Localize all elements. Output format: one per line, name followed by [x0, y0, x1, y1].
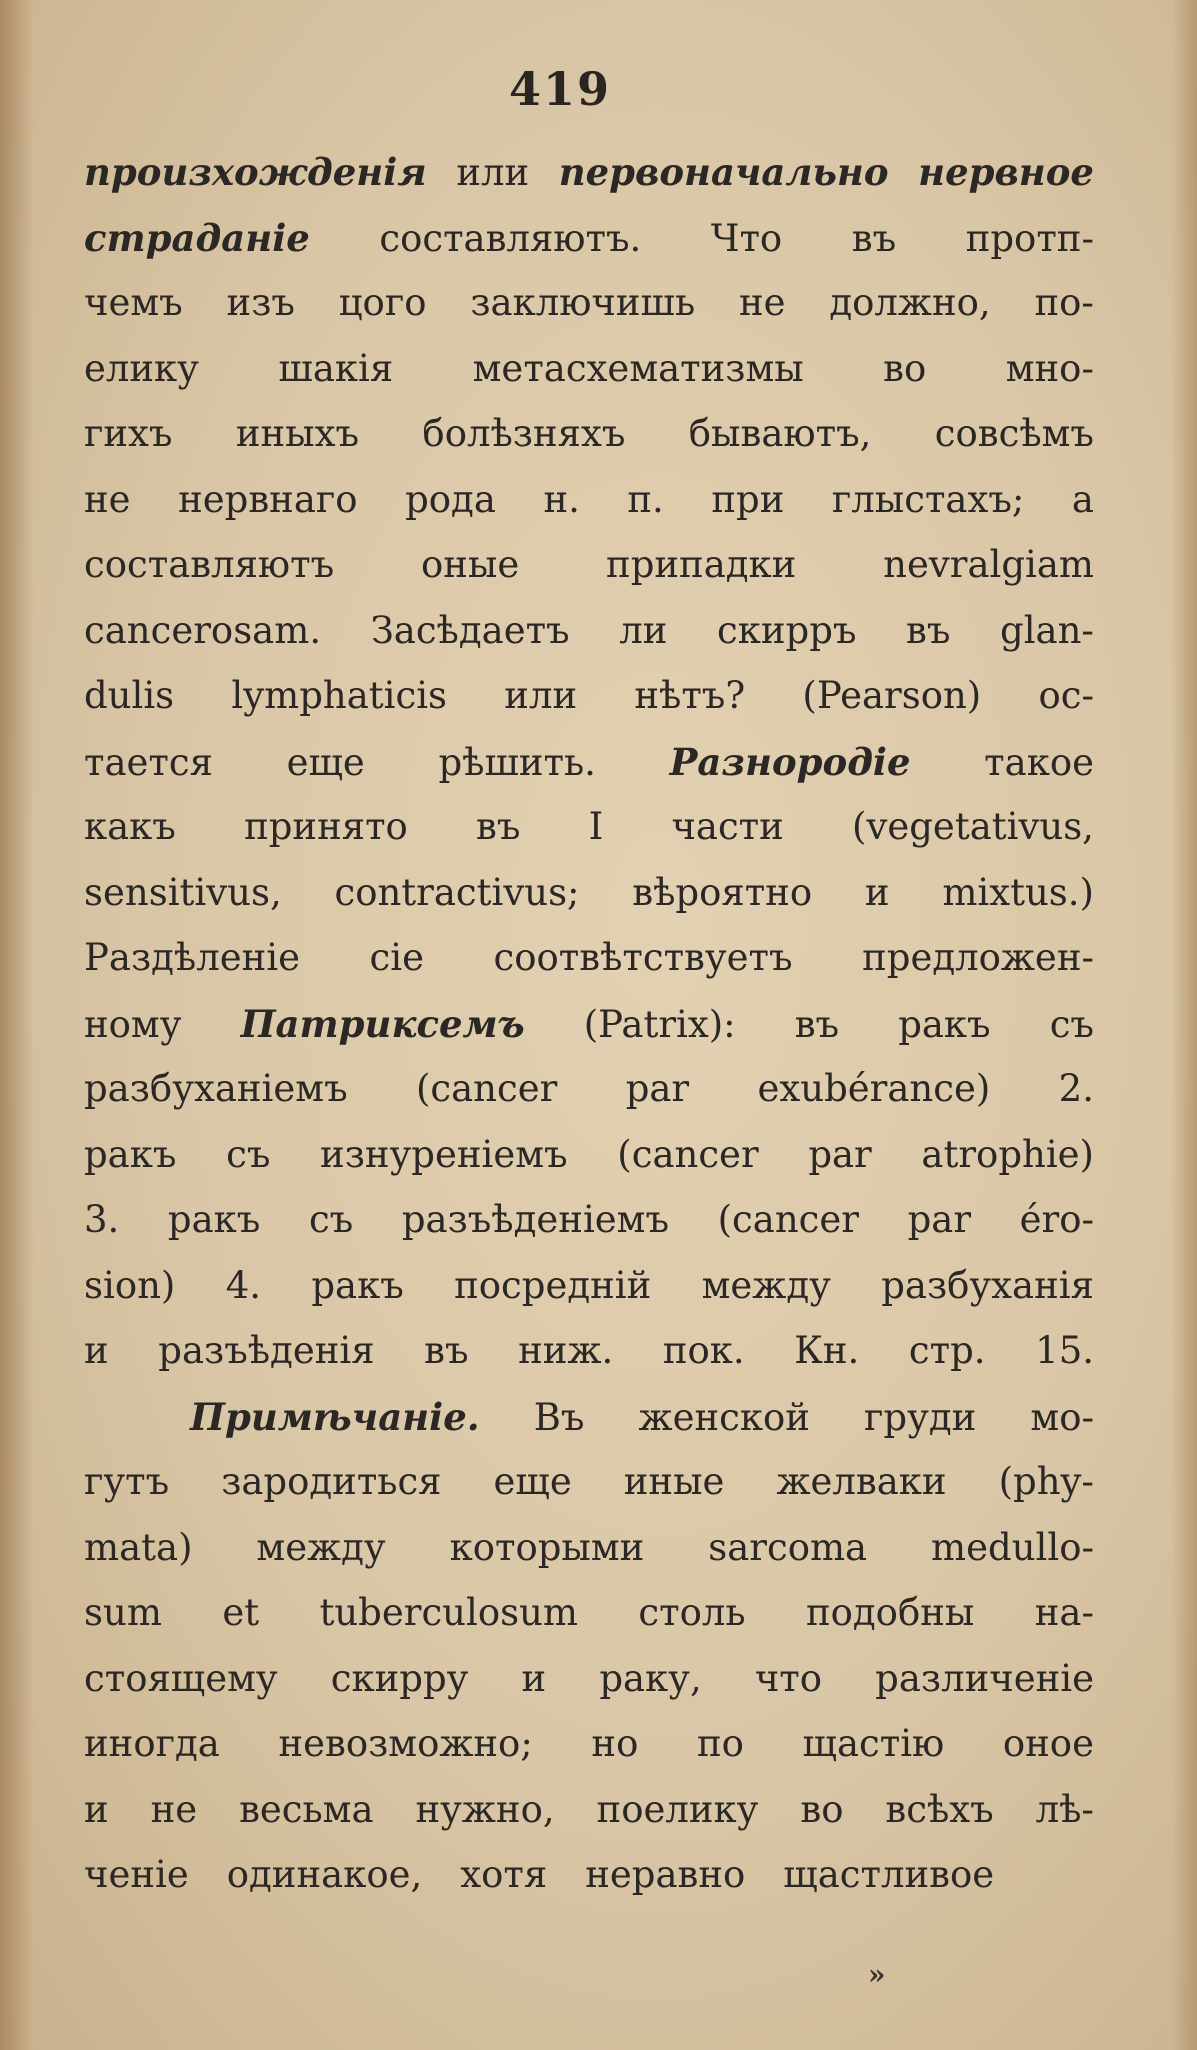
word: между: [701, 1263, 831, 1307]
word: нервное: [918, 150, 1094, 194]
word: (cancer: [717, 1198, 859, 1241]
word: мо-: [1030, 1395, 1094, 1439]
word: припадки: [606, 543, 797, 586]
text-line: [84, 1853, 1094, 1919]
word: или: [456, 151, 530, 194]
text-line: [84, 1198, 1094, 1264]
text-line: [84, 216, 1094, 282]
word: не: [738, 281, 786, 324]
word: весьма: [239, 1787, 374, 1831]
word: иногда: [84, 1722, 220, 1765]
word: contractivus;: [334, 870, 580, 914]
word: посредній: [454, 1263, 652, 1307]
word: гихъ: [84, 412, 173, 455]
word: mixtus.): [942, 870, 1094, 914]
word: нѣтъ?: [634, 674, 746, 717]
word: въ: [476, 805, 521, 848]
word: рода: [405, 477, 496, 521]
word: въ: [424, 1329, 469, 1372]
word: 4.: [225, 1263, 262, 1307]
word: par: [907, 1198, 972, 1241]
text-line: [84, 1657, 1094, 1723]
text-line: [84, 478, 1094, 544]
word: составляютъ: [84, 543, 335, 586]
word: Въ: [533, 1395, 585, 1439]
page-shadow-left: [0, 0, 34, 2050]
word: различеніе: [875, 1656, 1094, 1700]
word: lymphaticis: [231, 674, 448, 717]
word: стр.: [908, 1329, 986, 1372]
text-line: [84, 412, 1094, 478]
word: поелику: [596, 1787, 759, 1831]
word: et: [222, 1591, 260, 1634]
word: по: [696, 1722, 744, 1765]
word: не: [84, 477, 131, 521]
text-line: [84, 1002, 1094, 1068]
text-line: [84, 740, 1094, 806]
word: иные: [623, 1460, 725, 1503]
text-line: [84, 281, 1094, 347]
word: принято: [244, 805, 408, 848]
text-line: [84, 871, 1094, 937]
word: но: [591, 1722, 639, 1765]
page-number: 419: [508, 62, 612, 116]
word: Засѣдаетъ: [370, 608, 570, 652]
footer-mark: »: [868, 1958, 886, 1991]
text-line: [84, 1591, 1094, 1657]
word: sum: [84, 1591, 162, 1634]
word: ос-: [1038, 674, 1094, 717]
word: между: [256, 1525, 386, 1569]
word: ракъ: [311, 1263, 404, 1307]
word: nevralgiam: [883, 543, 1094, 586]
word: Что: [710, 216, 783, 260]
word: груди: [864, 1395, 977, 1439]
word: невозможно;: [278, 1722, 533, 1765]
word: предложен-: [862, 936, 1094, 979]
word: составляютъ.: [379, 216, 642, 260]
word: п.: [627, 477, 664, 521]
word: еще: [286, 740, 365, 784]
word: въ: [851, 216, 897, 260]
word: изъ: [226, 281, 295, 324]
word: tuberculosum: [319, 1591, 579, 1634]
word: метасхематизмы: [472, 346, 804, 390]
text-line: [84, 1067, 1094, 1133]
word: Раздѣленіе: [84, 936, 301, 979]
word: изнуреніемъ: [320, 1132, 568, 1176]
text-line: [84, 347, 1094, 413]
word: разъѣденія: [158, 1329, 375, 1372]
word: par: [808, 1132, 872, 1176]
word: одинакое,: [226, 1853, 423, 1896]
word: dulis: [84, 674, 175, 717]
word: разбуханія: [881, 1263, 1094, 1307]
word: 2.: [1058, 1067, 1094, 1110]
text-line: [84, 1788, 1094, 1854]
word: какъ: [84, 805, 176, 848]
word: щастливое: [783, 1853, 995, 1896]
word: exubérance): [757, 1067, 991, 1110]
word: во: [800, 1787, 844, 1831]
word: скирру: [330, 1656, 469, 1700]
word: ракъ: [167, 1198, 261, 1241]
word: во: [883, 346, 927, 390]
page-shadow-right: [1171, 0, 1197, 2050]
word: которыми: [449, 1525, 645, 1569]
word: 15.: [1035, 1329, 1094, 1372]
word: 3.: [84, 1198, 120, 1241]
text-line: [84, 1460, 1094, 1526]
word: sensitivus,: [84, 870, 282, 914]
word: раку,: [599, 1656, 702, 1700]
word: шакія: [278, 346, 394, 390]
word: ракъ: [898, 1002, 991, 1046]
word: первоначально: [558, 150, 889, 194]
word: Кн.: [794, 1329, 860, 1372]
word: и: [84, 1329, 109, 1372]
word: съ: [226, 1132, 271, 1176]
word: (Pearson): [802, 674, 982, 717]
word: éro-: [1019, 1198, 1094, 1241]
text-line: [84, 674, 1094, 740]
text-line: [84, 1395, 1094, 1461]
word: рѣшить.: [438, 740, 596, 784]
word: I: [588, 805, 604, 848]
text-line: [84, 1133, 1094, 1199]
word: сіе: [369, 936, 424, 979]
word: хотя: [460, 1853, 548, 1896]
word: разъѣденіемъ: [401, 1198, 669, 1241]
word: скирръ: [717, 608, 857, 652]
word: (Patrix):: [583, 1002, 736, 1046]
word: съ: [308, 1198, 354, 1241]
word: оное: [1002, 1722, 1094, 1765]
text-line: [84, 936, 1094, 1002]
word: вѣроятно: [632, 870, 813, 914]
word: или: [504, 674, 578, 717]
word: мно-: [1005, 346, 1094, 390]
word: Разнородіе: [669, 739, 911, 784]
word: гутъ: [84, 1460, 170, 1503]
text-line: [84, 609, 1094, 675]
word: cancerosam.: [84, 608, 322, 652]
word: и: [521, 1656, 547, 1700]
word: ниж.: [518, 1329, 614, 1372]
word: въ: [794, 1002, 840, 1046]
word: еще: [493, 1460, 572, 1503]
word: части: [671, 805, 784, 848]
word: заключишь: [470, 281, 696, 324]
word: неравно: [585, 1853, 746, 1896]
word: глыстахъ;: [831, 477, 1025, 521]
word: въ: [906, 608, 951, 652]
word: ракъ: [84, 1132, 177, 1176]
word: елику: [84, 346, 199, 390]
word: иныхъ: [235, 412, 360, 455]
word: par: [625, 1067, 690, 1110]
word: (vegetativus,: [852, 805, 1094, 848]
text-line: [84, 1329, 1094, 1395]
text-line: [84, 1526, 1094, 1592]
text-line: [84, 1722, 1094, 1788]
word: желваки: [776, 1460, 947, 1503]
word: ли: [619, 608, 668, 652]
word: пок.: [662, 1329, 745, 1372]
word: (cancer: [617, 1132, 759, 1176]
word: болѣзняхъ: [422, 412, 626, 455]
word: mata): [84, 1525, 193, 1569]
word: бываютъ,: [688, 412, 872, 455]
text-line: [84, 543, 1094, 609]
word: не: [150, 1787, 198, 1831]
word: совсѣмъ: [934, 412, 1094, 455]
word: н.: [543, 477, 580, 521]
word: цого: [338, 281, 427, 324]
text-line: [84, 1264, 1094, 1330]
word: sarcoma: [708, 1525, 868, 1569]
word: столь: [638, 1591, 746, 1634]
word: должно,: [829, 281, 991, 324]
word: по-: [1034, 281, 1094, 324]
word: протп-: [965, 216, 1094, 260]
word: medullo-: [931, 1525, 1094, 1569]
word: ному: [84, 1002, 182, 1046]
word: щастію: [802, 1722, 945, 1765]
word: (phy-: [998, 1460, 1094, 1503]
word: на-: [1034, 1591, 1094, 1634]
word: (cancer: [415, 1067, 558, 1110]
text-line: [84, 150, 1094, 216]
word: и: [864, 870, 890, 914]
word: чемъ: [84, 281, 183, 324]
word: такое: [984, 740, 1094, 784]
word: тается: [84, 740, 213, 784]
word: ченіе: [84, 1853, 189, 1896]
word: подобны: [805, 1591, 975, 1634]
word: и: [84, 1787, 109, 1831]
word: соотвѣтствуетъ: [493, 936, 793, 979]
word: зародиться: [221, 1460, 442, 1503]
word: произхожденія: [84, 150, 427, 194]
text-line: [84, 805, 1094, 871]
body-text: [84, 150, 1094, 1919]
word: нервнаго: [178, 477, 358, 521]
word: Примѣчаніе.: [190, 1394, 480, 1439]
word: atrophie): [921, 1132, 1094, 1176]
word: sion): [84, 1263, 176, 1307]
word: страданіе: [84, 215, 310, 260]
word: Патриксемъ: [240, 1001, 525, 1046]
word: что: [754, 1656, 823, 1700]
word: лѣ-: [1035, 1787, 1094, 1831]
word: всѣхъ: [885, 1787, 994, 1831]
word: съ: [1049, 1002, 1094, 1046]
word: оные: [420, 543, 520, 586]
word: а: [1071, 477, 1094, 521]
word: glan-: [1000, 608, 1094, 652]
word: разбуханіемъ: [84, 1067, 348, 1110]
word: стоящему: [84, 1656, 278, 1700]
word: нужно,: [415, 1787, 555, 1831]
word: женской: [638, 1395, 810, 1439]
word: при: [711, 477, 785, 521]
